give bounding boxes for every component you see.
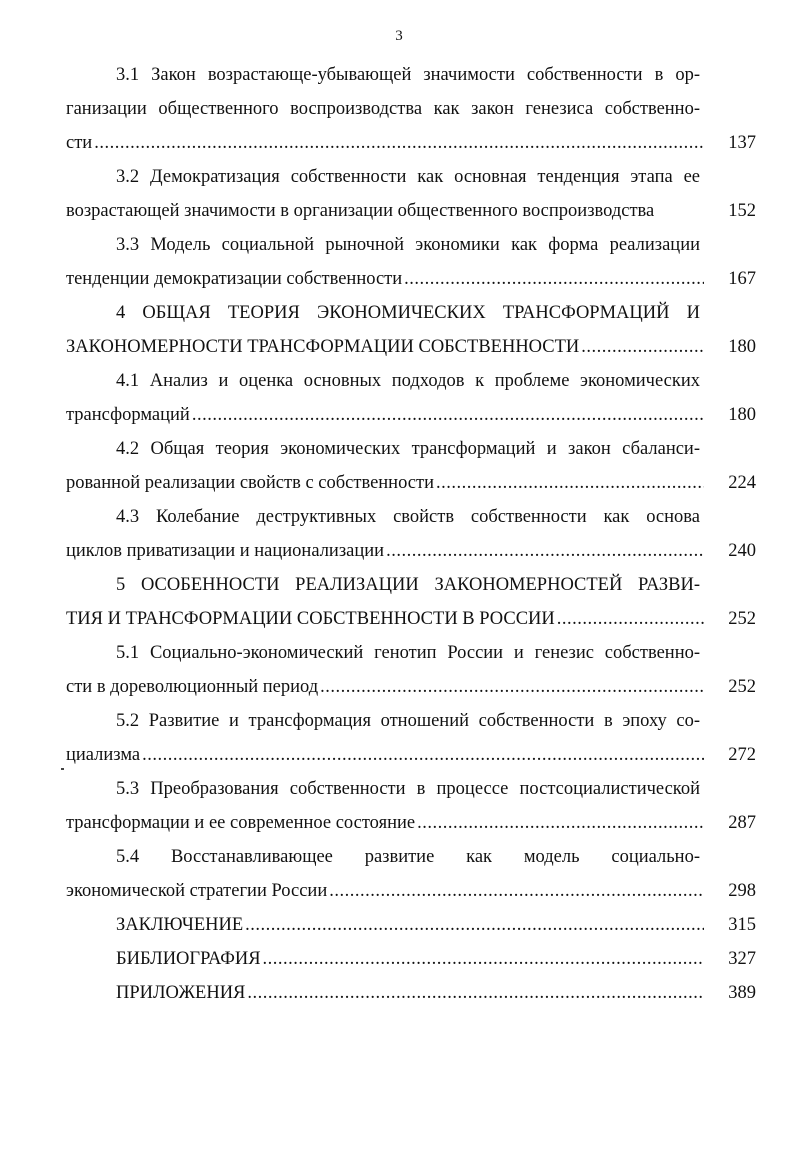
toc-entry-5-2[interactable] (66, 704, 756, 772)
toc-line: 4 ОБЩАЯ ТЕОРИЯ ЭКОНОМИЧЕСКИХ ТРАНСФОРМАЦИЙ И (116, 303, 700, 323)
toc-line: 5.2 Развитие и трансформация отношений собственности в эпоху со- (116, 711, 700, 731)
toc-page-number: 252 (728, 609, 756, 629)
toc-entry-chapter-4[interactable] (66, 296, 756, 364)
toc-entry-3-2[interactable] (66, 160, 756, 228)
leader-dots (192, 398, 704, 432)
toc-line: ЗАКОНОМЕРНОСТИ ТРАНСФОРМАЦИИ СОБСТВЕННОСТИ (66, 337, 580, 357)
toc-entry-5-4[interactable] (66, 840, 756, 908)
toc-line: сти (66, 133, 93, 153)
toc-page-number: 389 (728, 983, 756, 1003)
toc-line: ЗАКЛЮЧЕНИЕ (116, 915, 244, 935)
leader-dots (142, 738, 704, 772)
margin-mark (61, 768, 64, 770)
toc-line: возрастающей значимости в организации общественного воспроизводства (66, 201, 655, 221)
leader-dots (94, 126, 704, 160)
toc-page-number: 240 (728, 541, 756, 561)
toc-entry-3-3[interactable] (66, 228, 756, 296)
leader-dots (557, 602, 704, 636)
toc-page-number: 272 (728, 745, 756, 765)
toc-line: циклов приватизации и национализации (66, 541, 385, 561)
toc-line: 3.2 Демократизация собственности как основная тенденция этапа ее (116, 167, 700, 187)
toc-line: 3.3 Модель социальной рыночной экономики как форма реализации (116, 235, 700, 255)
leader-dots (404, 262, 704, 296)
toc-line: 5.4 Восстанавливающее развитие как модель социально- (116, 847, 700, 867)
toc-line: экономической стратегии России (66, 881, 328, 901)
toc-page-number: 137 (728, 133, 756, 153)
toc-line: ганизации общественного воспроизводства как закон генезиса собственно- (66, 99, 700, 119)
toc-line: ПРИЛОЖЕНИЯ (116, 983, 246, 1003)
toc-line: рованной реализации свойств с собственности (66, 473, 434, 493)
leader-dots (581, 330, 704, 364)
toc-line: 3.1 Закон возрастающе-убывающей значимости собственности в ор- (116, 65, 700, 85)
toc-entry-3-1[interactable] (66, 58, 756, 160)
leader-dots (263, 942, 704, 976)
leader-dots (417, 806, 704, 840)
toc-page-number: 224 (728, 473, 756, 493)
toc-line: 4.1 Анализ и оценка основных подходов к проблеме экономических (116, 371, 700, 391)
toc-page-number: 167 (728, 269, 756, 289)
toc-line: 5.3 Преобразования собственности в процессе постсоциалистической (116, 779, 700, 799)
toc-line: тенденции демократизации собственности (66, 269, 403, 289)
toc-line: 5.1 Социально-экономический генотип России и генезис собственно- (116, 643, 700, 663)
table-of-contents (66, 58, 756, 1010)
toc-page-number: 287 (728, 813, 756, 833)
page-number: 3 (395, 28, 403, 44)
toc-page-number: 180 (728, 337, 756, 357)
toc-entry-appendices[interactable] (66, 976, 756, 1010)
leader-dots (245, 908, 704, 942)
toc-line: БИБЛИОГРАФИЯ (116, 949, 261, 969)
leader-dots (320, 670, 704, 704)
toc-page-number: 315 (728, 915, 756, 935)
toc-line: трансформации и ее современное состояние (66, 813, 416, 833)
toc-entry-4-2[interactable] (66, 432, 756, 500)
leader-dots (436, 466, 704, 500)
toc-page-number: 152 (728, 201, 756, 221)
toc-entry-4-3[interactable] (66, 500, 756, 568)
toc-line: 5 ОСОБЕННОСТИ РЕАЛИЗАЦИИ ЗАКОНОМЕРНОСТЕЙ РАЗВИ- (116, 575, 700, 595)
toc-line: 4.2 Общая теория экономических трансформаций и закон сбаланси- (116, 439, 700, 459)
leader-dots (247, 976, 704, 1010)
toc-entry-chapter-5[interactable] (66, 568, 756, 636)
toc-entry-conclusion[interactable] (66, 908, 756, 942)
toc-page-number: 327 (728, 949, 756, 969)
toc-line: трансформаций (66, 405, 190, 425)
toc-entry-5-1[interactable] (66, 636, 756, 704)
leader-dots (329, 874, 704, 908)
toc-line: ТИЯ И ТРАНСФОРМАЦИИ СОБСТВЕННОСТИ В РОССИИ (66, 609, 555, 629)
toc-entry-5-3[interactable] (66, 772, 756, 840)
toc-page-number: 180 (728, 405, 756, 425)
toc-page-number: 252 (728, 677, 756, 697)
toc-line: 4.3 Колебание деструктивных свойств собственности как основа (116, 507, 700, 527)
toc-page-number: 298 (728, 881, 756, 901)
toc-entry-bibliography[interactable] (66, 942, 756, 976)
leader-dots (386, 534, 704, 568)
toc-line: циализма (66, 745, 141, 765)
toc-entry-4-1[interactable] (66, 364, 756, 432)
toc-line: сти в дореволюционный период (66, 677, 319, 697)
